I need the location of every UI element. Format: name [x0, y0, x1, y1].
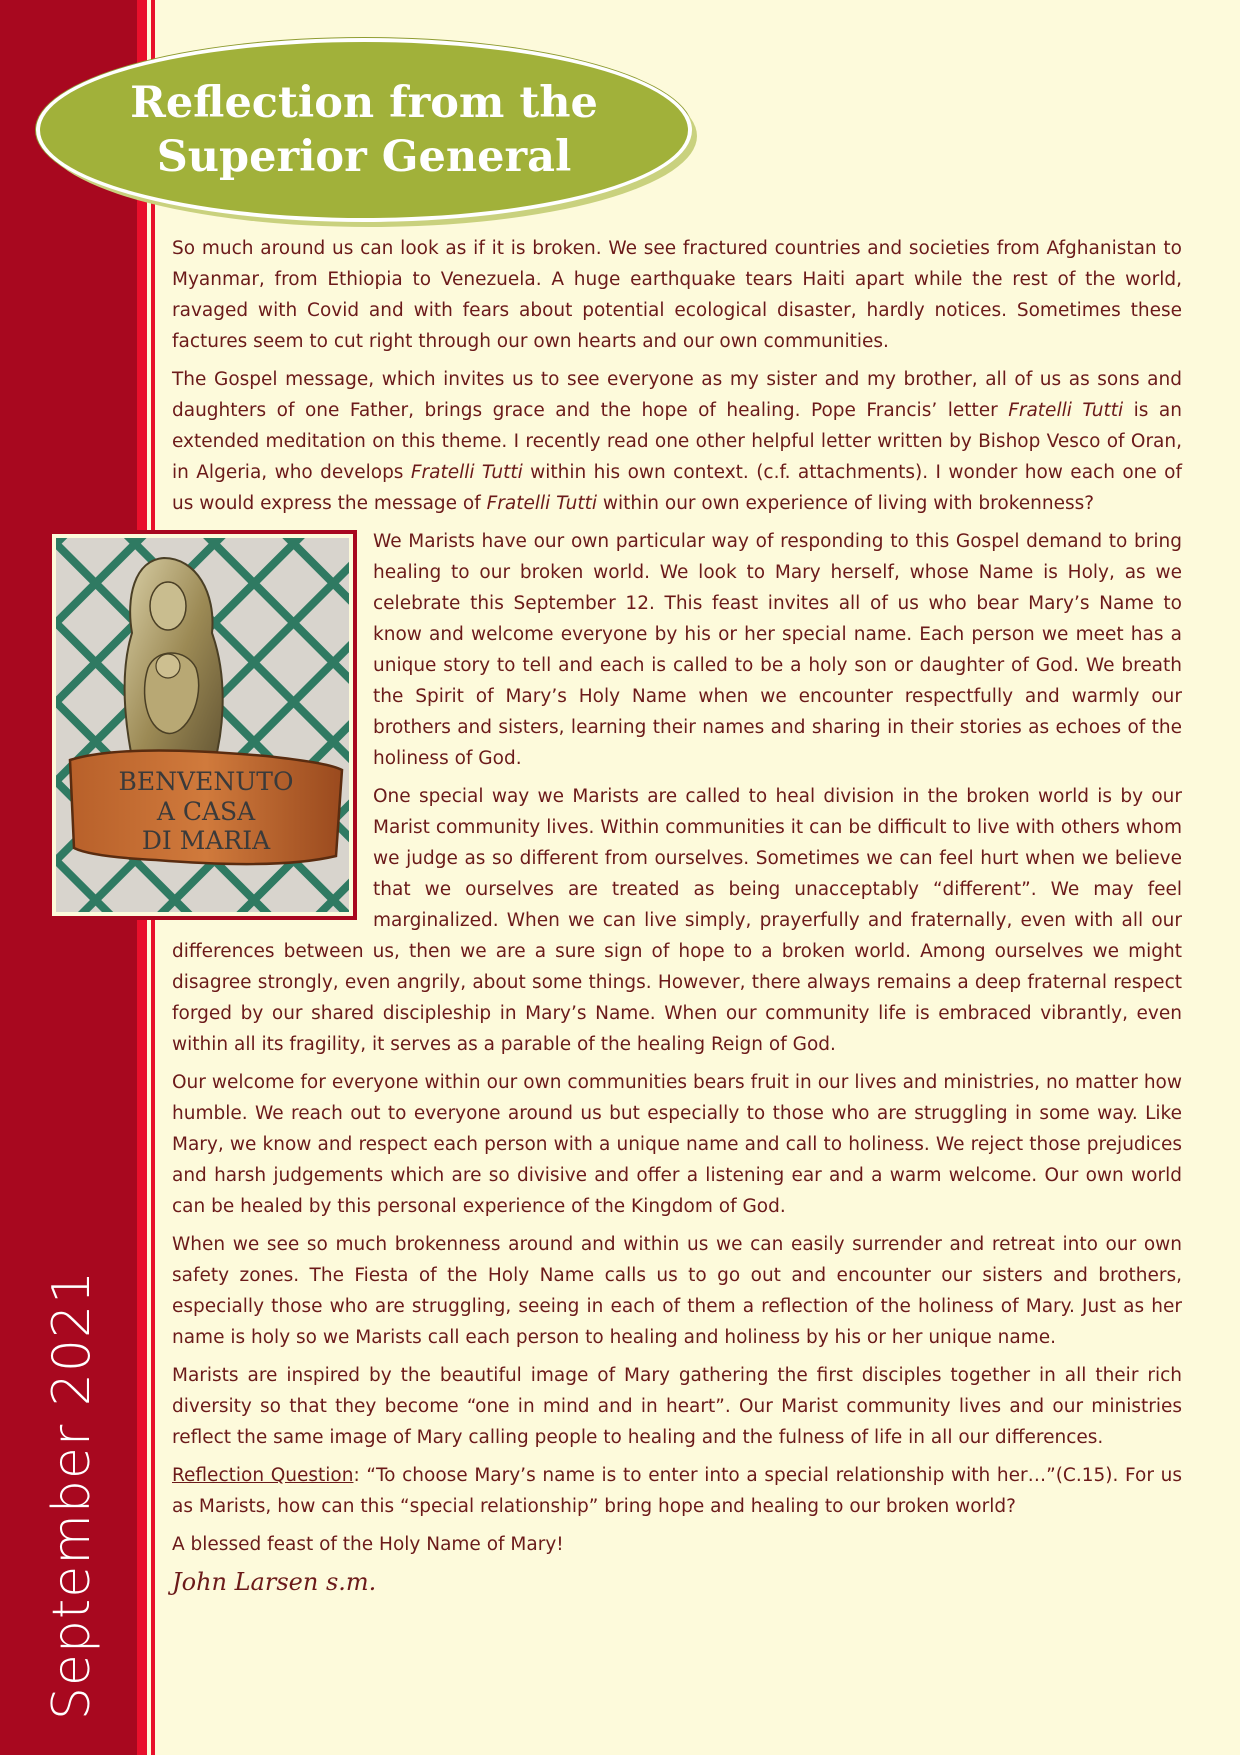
reflection-question-text: : “To choose Mary’s name is to enter into a special relationship with her…”(C.15). For us as Marists, how can this “special relationship” bring hope and healing to our broken world?: [172, 1465, 1182, 1517]
paragraph-6: When we see so much brokenness around and within us we can easily surrender and retreat into our own safety zones. The Fiesta of the Holy Name calls us to go out and encounter our sisters and brothers, especially those who are struggling, seeing in each of them a reflection of the holiness of Mary. Just as her name is holy so we Marists call each person to healing and holiness by his or her unique name.: [172, 1234, 1182, 1348]
paragraph-5: Our welcome for everyone within our own communities bears fruit in our lives and ministries, no matter how humble. We reach out to everyone around us but especially to those who are struggling in some way. Like Mary, we know and respect each person with a unique name and call to holiness. We reject those prejudices and harsh judgements which are so divisive and offer a listening ear and a warm welcome. Our own world can be healed by this personal experience of the Kingdom of God.: [172, 1072, 1182, 1217]
plaque-sign-line-2: A CASA: [156, 797, 256, 826]
plaque-sign-line-1: BENVENUTO: [118, 767, 294, 796]
paragraph-1: So much around us can look as if it is broken. We see fractured countries and societies from Afghanistan to Myanmar, from Ethiopia to Venezuela. A huge earthquake tears Haiti apart while the rest of the world, ravaged with Covid and with fears about potential ecological disaster, hardly notices. Sometimes these factures seem to cut right through our own hearts and our own communities.: [172, 238, 1182, 352]
p2-italic-title-3: Fratelli Tutti: [486, 493, 597, 514]
closing-line: A blessed feast of the Holy Name of Mary!: [172, 1534, 564, 1555]
madonna-photo: [48, 530, 357, 920]
p2-italic-title-1: Fratelli Tutti: [1008, 400, 1124, 421]
paragraph-4: One special way we Marists are called to heal division in the broken world is by our Marist community lives. Within communities it can be difficult to live with others whom we judge as so different from ourselves. Sometimes we can feel hurt when we believe that we ourselves are treated as being unacceptably “different”. We may feel marginalized. When we can live simply, prayerfully and fraternally, even with all our differences between us, then we are a sure sign of hope to a broken world. Among ourselves we might disagree strongly, even angrily, about some things. However, there always remains a deep fraternal respect forged by our shared discipleship in Mary’s Name. When our community life is embraced vibrantly, even within all its fragility, it serves as a parable of the healing Reign of God.: [172, 786, 1182, 1055]
article-body: [118, 233, 1183, 1598]
p2-italic-title-2: Fratelli Tutti: [410, 462, 523, 483]
plaque-sign-line-3: DI MARIA: [141, 826, 271, 855]
paragraph-2: [172, 364, 1182, 519]
p2-text-c: is an extended meditation on this theme. I recently read one other helpful letter written by Bishop Vesco of Oran, in Algeria, who develops: [172, 400, 1182, 483]
title-line-1: Reflection from the: [130, 78, 598, 128]
title-banner: [36, 38, 692, 222]
title-line-2: Superior General: [156, 132, 572, 182]
p2-text-a: The Gospel message, which invites us to see everyone as my sister and my brother, all of us as sons and daughters of one Father, brings grace and the hope of healing. Pope Francis’ letter: [172, 369, 1182, 421]
p2-text-g: within our own experience of living with brokenness?: [597, 493, 1095, 514]
paragraph-7: Marists are inspired by the beautiful image of Mary gathering the first disciples together in all their rich diversity so that they become “one in mind and in heart”. Our Marist community lives and our ministries reflect the same image of Mary calling people to healing and the fulness of life in all our differences.: [172, 1365, 1182, 1448]
paragraph-3: We Marists have our own particular way of responding to this Gospel demand to bring healing to our broken world. We look to Mary herself, whose Name is Holy, as we celebrate this September 12. This feast invites all of us who bear Mary’s Name to know and welcome everyone by his or her special name. Each person we meet has a unique story to tell and each is called to be a holy son or daughter of God. We breath the Spirit of Mary’s Holy Name when we encounter respectfully and warmly our brothers and sisters, learning their names and sharing in their stories as echoes of the holiness of God.: [373, 531, 1182, 769]
reflection-question-label: Reflection Question: [172, 1465, 354, 1486]
issue-date: September 2021: [42, 1269, 102, 1721]
p2-text-e: within his own context. (c.f. attachments). I wonder how each one of us would express the message of: [172, 462, 1183, 514]
signature: John Larsen s.m.: [172, 1568, 377, 1596]
madonna-plaque-image: [56, 538, 349, 912]
reflection-question: [172, 1460, 1182, 1522]
